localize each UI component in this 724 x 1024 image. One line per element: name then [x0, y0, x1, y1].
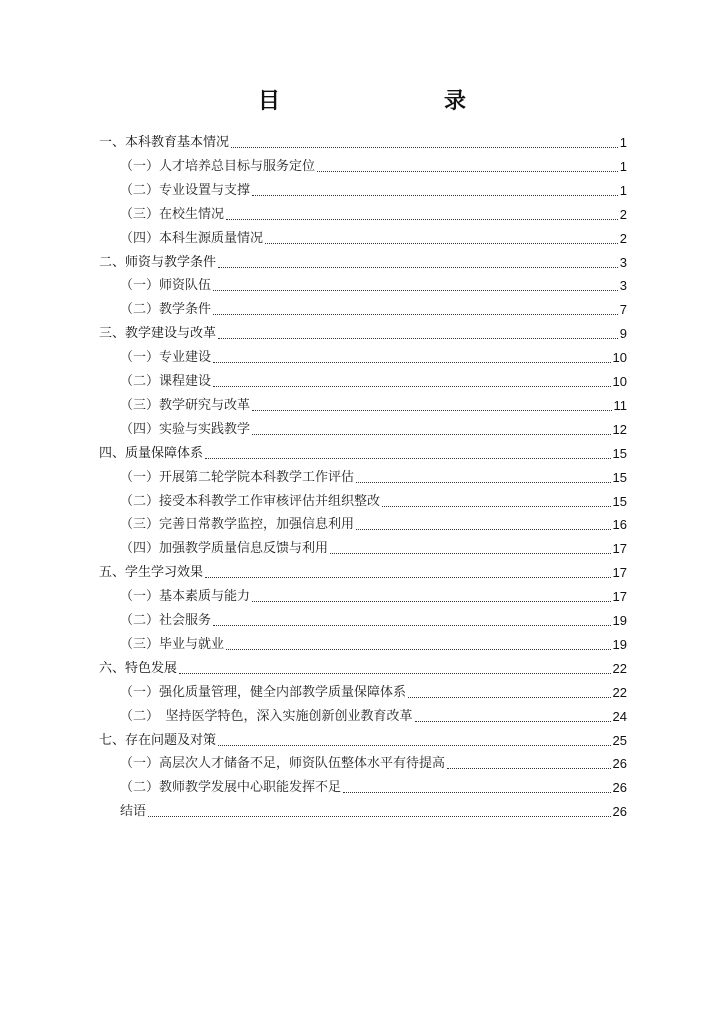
toc-entry[interactable] — [99, 656, 627, 678]
toc-entry-label: 结语 — [120, 804, 147, 820]
toc-leader-dots — [330, 552, 611, 554]
toc-entry-label: 六、特色发展 — [99, 660, 178, 676]
toc-page-number: 1 — [619, 182, 627, 198]
toc-entry[interactable] — [120, 178, 627, 200]
toc-page-number: 17 — [612, 589, 627, 605]
toc-leader-dots — [356, 528, 611, 530]
toc-entry-label: （四）本科生源质量情况 — [120, 230, 264, 246]
toc-page-number: 15 — [612, 469, 627, 485]
toc-leader-dots — [252, 409, 611, 411]
toc-page-number: 19 — [612, 636, 627, 652]
toc-entry[interactable] — [120, 465, 627, 487]
toc-leader-dots — [226, 648, 611, 650]
toc-entry-label: 三、教学建设与改革 — [99, 326, 217, 342]
toc-leader-dots — [213, 385, 611, 387]
toc-entry[interactable] — [120, 393, 627, 415]
toc-page-number: 12 — [612, 421, 627, 437]
toc-entry-label: （一）基本素质与能力 — [120, 589, 251, 605]
toc-page-number: 3 — [619, 254, 627, 270]
page-title: 目 录 — [257, 88, 506, 114]
toc-leader-dots — [252, 194, 618, 196]
toc-entry-label: 七、存在问题及对策 — [99, 732, 217, 748]
toc-entry[interactable] — [120, 608, 627, 630]
toc-leader-dots — [265, 242, 618, 244]
toc-leader-dots — [218, 266, 618, 268]
toc-page-number: 16 — [612, 517, 627, 533]
toc-entry-label: （三）教学研究与改革 — [120, 397, 251, 413]
toc-entry-label: （三）完善日常教学监控，加强信息利用 — [120, 517, 355, 533]
toc-entry[interactable] — [120, 202, 627, 224]
toc-page-number: 7 — [619, 302, 627, 318]
toc-entry-label: （三）毕业与就业 — [120, 636, 225, 652]
toc-entry-label: （二） 坚持医学特色，深入实施创新创业教育改革 — [120, 708, 413, 724]
toc-entry[interactable] — [99, 130, 627, 152]
toc-entry-label: 五、学生学习效果 — [99, 565, 204, 581]
toc-entry-label: （一）强化质量管理，健全内部教学质量保障体系 — [120, 684, 407, 700]
toc-entry-label: （二）教师教学发展中心职能发挥不足 — [120, 780, 342, 796]
toc-entry[interactable] — [120, 226, 627, 248]
toc-entry-label: （三）在校生情况 — [120, 206, 225, 222]
toc-entry-label: 一、本科教育基本情况 — [99, 135, 230, 150]
toc-entry[interactable] — [99, 321, 627, 343]
toc-entry[interactable] — [120, 751, 627, 773]
toc-page-number: 17 — [612, 565, 627, 581]
toc-page-number: 24 — [612, 708, 627, 724]
toc-leader-dots — [218, 744, 611, 746]
toc-entry-label: （一）师资队伍 — [120, 278, 212, 294]
toc-entry[interactable] — [99, 728, 627, 750]
toc-leader-dots — [356, 481, 611, 483]
toc-page-number: 1 — [619, 135, 627, 150]
toc-entry[interactable] — [120, 297, 627, 319]
toc-entry[interactable] — [120, 799, 627, 821]
toc-page-number: 19 — [612, 613, 627, 628]
toc-page-number: 22 — [612, 684, 627, 700]
toc-entry-label: （二）教学条件 — [120, 302, 212, 318]
toc-entry-label: （二）接受本科教学工作审核评估并组织整改 — [120, 493, 381, 509]
toc-entry-label: （一）人才培养总目标与服务定位 — [120, 158, 316, 174]
toc-leader-dots — [343, 791, 611, 793]
toc-page-number: 1 — [619, 158, 627, 174]
toc-entry[interactable] — [120, 512, 627, 534]
toc-page-number: 25 — [612, 732, 627, 748]
toc-entry-label: （二）课程建设 — [120, 374, 212, 389]
toc-entry-label: （一）专业建设 — [120, 350, 212, 366]
toc-leader-dots — [213, 361, 611, 363]
toc-page-number: 11 — [613, 397, 627, 413]
toc-entry[interactable] — [120, 584, 627, 606]
toc-entry[interactable] — [99, 250, 627, 272]
toc-entry[interactable] — [120, 273, 627, 295]
toc-entry-label: （四）加强教学质量信息反馈与利用 — [120, 541, 329, 557]
toc-leader-dots — [218, 337, 618, 339]
toc-leader-dots — [382, 505, 611, 507]
toc-page-number: 2 — [619, 206, 627, 222]
toc-page-number: 15 — [612, 493, 627, 509]
toc-entry-label: （一）高层次人才储备不足，师资队伍整体水平有待提高 — [120, 756, 446, 772]
toc-leader-dots — [252, 433, 611, 435]
toc-leader-dots — [213, 313, 618, 315]
toc-entry[interactable] — [99, 441, 627, 463]
toc-leader-dots — [213, 624, 611, 626]
toc-page-number: 17 — [612, 541, 627, 557]
toc-leader-dots — [415, 720, 611, 722]
toc-page-number: 26 — [612, 780, 627, 796]
toc-page-number: 3 — [619, 278, 627, 294]
toc-entry-label: （一）开展第二轮学院本科教学工作评估 — [120, 469, 355, 485]
toc-page-number: 15 — [612, 445, 627, 461]
toc-entry[interactable] — [120, 369, 627, 391]
toc-leader-dots — [447, 767, 611, 769]
toc-entry-label: （二）社会服务 — [120, 613, 212, 628]
toc-entry[interactable] — [120, 704, 627, 726]
toc-entry[interactable] — [120, 489, 627, 511]
toc-entry[interactable] — [120, 154, 627, 176]
toc-leader-dots — [408, 696, 611, 698]
toc-leader-dots — [213, 289, 618, 291]
toc-entry-label: 四、质量保障体系 — [99, 445, 204, 461]
toc-leader-dots — [179, 672, 611, 674]
toc-entry-label: （四）实验与实践教学 — [120, 421, 251, 437]
toc-entry-label: 二、师资与教学条件 — [99, 254, 217, 270]
toc-page-number: 9 — [619, 326, 627, 342]
toc-leader-dots — [148, 815, 611, 817]
toc-entry[interactable] — [120, 775, 627, 797]
toc-leader-dots — [205, 576, 611, 578]
toc-page-number: 10 — [612, 374, 627, 389]
toc-page-number: 2 — [619, 230, 627, 246]
toc-leader-dots — [231, 146, 618, 148]
toc-entry[interactable] — [120, 632, 627, 654]
toc-leader-dots — [205, 457, 611, 459]
toc-entry[interactable] — [120, 680, 627, 702]
toc-page-number: 26 — [612, 804, 627, 820]
toc-entry[interactable] — [120, 417, 627, 439]
toc-entry-label: （二）专业设置与支撑 — [120, 182, 251, 198]
toc-page-number: 22 — [612, 660, 627, 676]
toc-entry[interactable] — [99, 560, 627, 582]
toc-leader-dots — [252, 600, 611, 602]
toc-entry[interactable] — [120, 345, 627, 367]
toc-entry[interactable] — [120, 536, 627, 558]
toc-leader-dots — [226, 218, 618, 220]
toc-leader-dots — [317, 170, 618, 172]
toc-page-number: 10 — [612, 350, 627, 366]
toc-page-number: 26 — [612, 756, 627, 772]
